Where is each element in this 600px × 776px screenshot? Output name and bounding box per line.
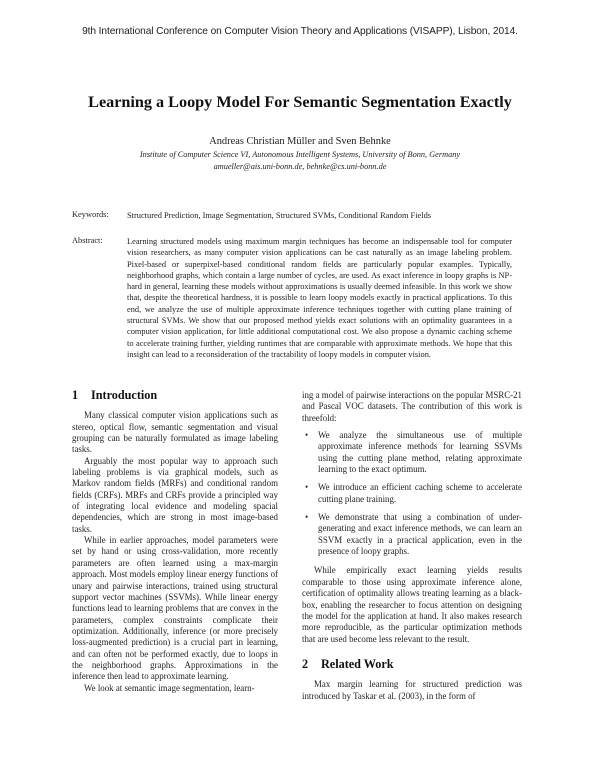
paragraph: Max margin learning for structured prediction was introduced by Taskar et al. (2003), in the form of [302, 679, 522, 701]
paragraph: We look at semantic image segmentation, learn- [84, 682, 255, 693]
paper-authors: Andreas Christian Müller and Sven Behnke [209, 136, 391, 147]
section-number: 1 [72, 388, 79, 402]
right-column [302, 390, 522, 702]
section-title: Introduction [91, 388, 158, 402]
left-column [72, 390, 278, 694]
paragraph: While empirically exact learning yields results comparable to those using approximate inference alone, certification of optimality allows treating learning as a black-box, enabling the researcher to focus attention on designing the model for the application at hand. It also makes research more reproducible, as the particular optimization methods that are used become less relevant to the result. [302, 565, 522, 644]
conference-header: 9th International Conference on Computer Vision Theory and Applications (VISAPP), Lisbon, 2014. [82, 26, 518, 37]
bullet-icon: • [305, 430, 309, 441]
section-number: 2 [302, 656, 309, 671]
list-item-text: We introduce an efficient caching scheme to accelerate cutting plane training. [318, 482, 522, 504]
author-affiliation: Institute of Computer Science VI, Autonomous Intelligent Systems, University of Bonn, Germany [139, 150, 461, 159]
contributions-list [302, 430, 522, 557]
keywords-text: Structured Prediction, Image Segmentation, Structured SVMs, Conditional Random Fields [127, 211, 432, 220]
bullet-icon: • [305, 482, 309, 493]
list-item [305, 512, 522, 557]
section-title: Related Work [321, 656, 394, 671]
author-emails: amueller@ais.uni-bonn.de, behnke@cs.uni-bonn.de [213, 162, 387, 171]
keywords-label: Keywords: [72, 210, 109, 219]
section-heading-introduction [72, 390, 278, 401]
list-item-text: We demonstrate that using a combination of under-generating and exact inference methods, we can learn an SSVM exactly in a practical application, even in the presence of loopy graphs. [318, 512, 522, 557]
paper-title: Learning a Loopy Model For Semantic Segmentation Exactly [88, 93, 512, 111]
abstract-label: Abstract: [72, 236, 103, 245]
paragraph-continuation: ing a model of pairwise interactions on the popular MSRC-21 and Pascal VOC datasets. The contribution of this work is threefold: [302, 390, 522, 423]
list-item-text: We analyze the simultaneous use of multiple approximate inference methods for learning SSVMs using the cutting plane method, relating approximate learning to the exact optimum. [318, 430, 522, 475]
paragraph: Many classical computer vision applications such as stereo, optical flow, semantic segmentation and visual grouping can be naturally formulated as image labeling tasks. [72, 410, 278, 455]
list-item [305, 430, 522, 475]
paragraph: Arguably the most popular way to approach such labeling problems is via graphical models, such as Markov random fields (MRFs) and conditional random fields (CRFs). MRFs and CRFs provide a principled way of integrating local evidence and modeling spacial dependencies, which are strong in most image-based tasks. [72, 455, 278, 534]
list-item [305, 482, 522, 505]
abstract-text: Learning structured models using maximum margin techniques has become an indispensable tool for computer vision researchers, as many computer vision applications can be cast naturally as an image labeling problem. Pixel-based or superpixel-based conditional random fields are particularly popular examples. Typically, neighborhood graphs, which contain a large number of cycles, are used. As exact inference in loopy graphs is NP-hard in general, learning these models without approximations is usually deemed infeasible. In this work we show that, despite the theoretical hardness, it is possible to learn loopy models exactly in practical applications. To this end, we analyze the use of multiple approximate inference techniques together with cutting plane training of structural SVMs. We show that our proposed method yields exact solutions with an optimality guarantees in a computer vision application, for little additional computational cost. We also propose a dynamic caching scheme to accelerate training further, yielding runtimes that are comparable with approximate methods. We hope that this insight can lead to a reconsideration of the tractability of loopy models in computer vision. [127, 237, 512, 359]
section-heading-related-work [302, 656, 522, 671]
paragraph: While in earlier approaches, model parameters were set by hand or using cross-validation, more recently parameters are often learned using a max-margin approach. Most models employ linear energy functions of unary and pairwise interactions, trained using structural support vector machines (SSVMs). While linear energy functions lead to learning problems that are convex in the parameters, complex constraints complicate their optimization. Additionally, inference (or more precisely loss-augmented prediction) is a crucial part in learning, and can often not be performed exactly, due to loops in the neighborhood graphs. Approximations in the inference then lead to approximate learning. [72, 535, 278, 682]
bullet-icon: • [305, 512, 309, 523]
